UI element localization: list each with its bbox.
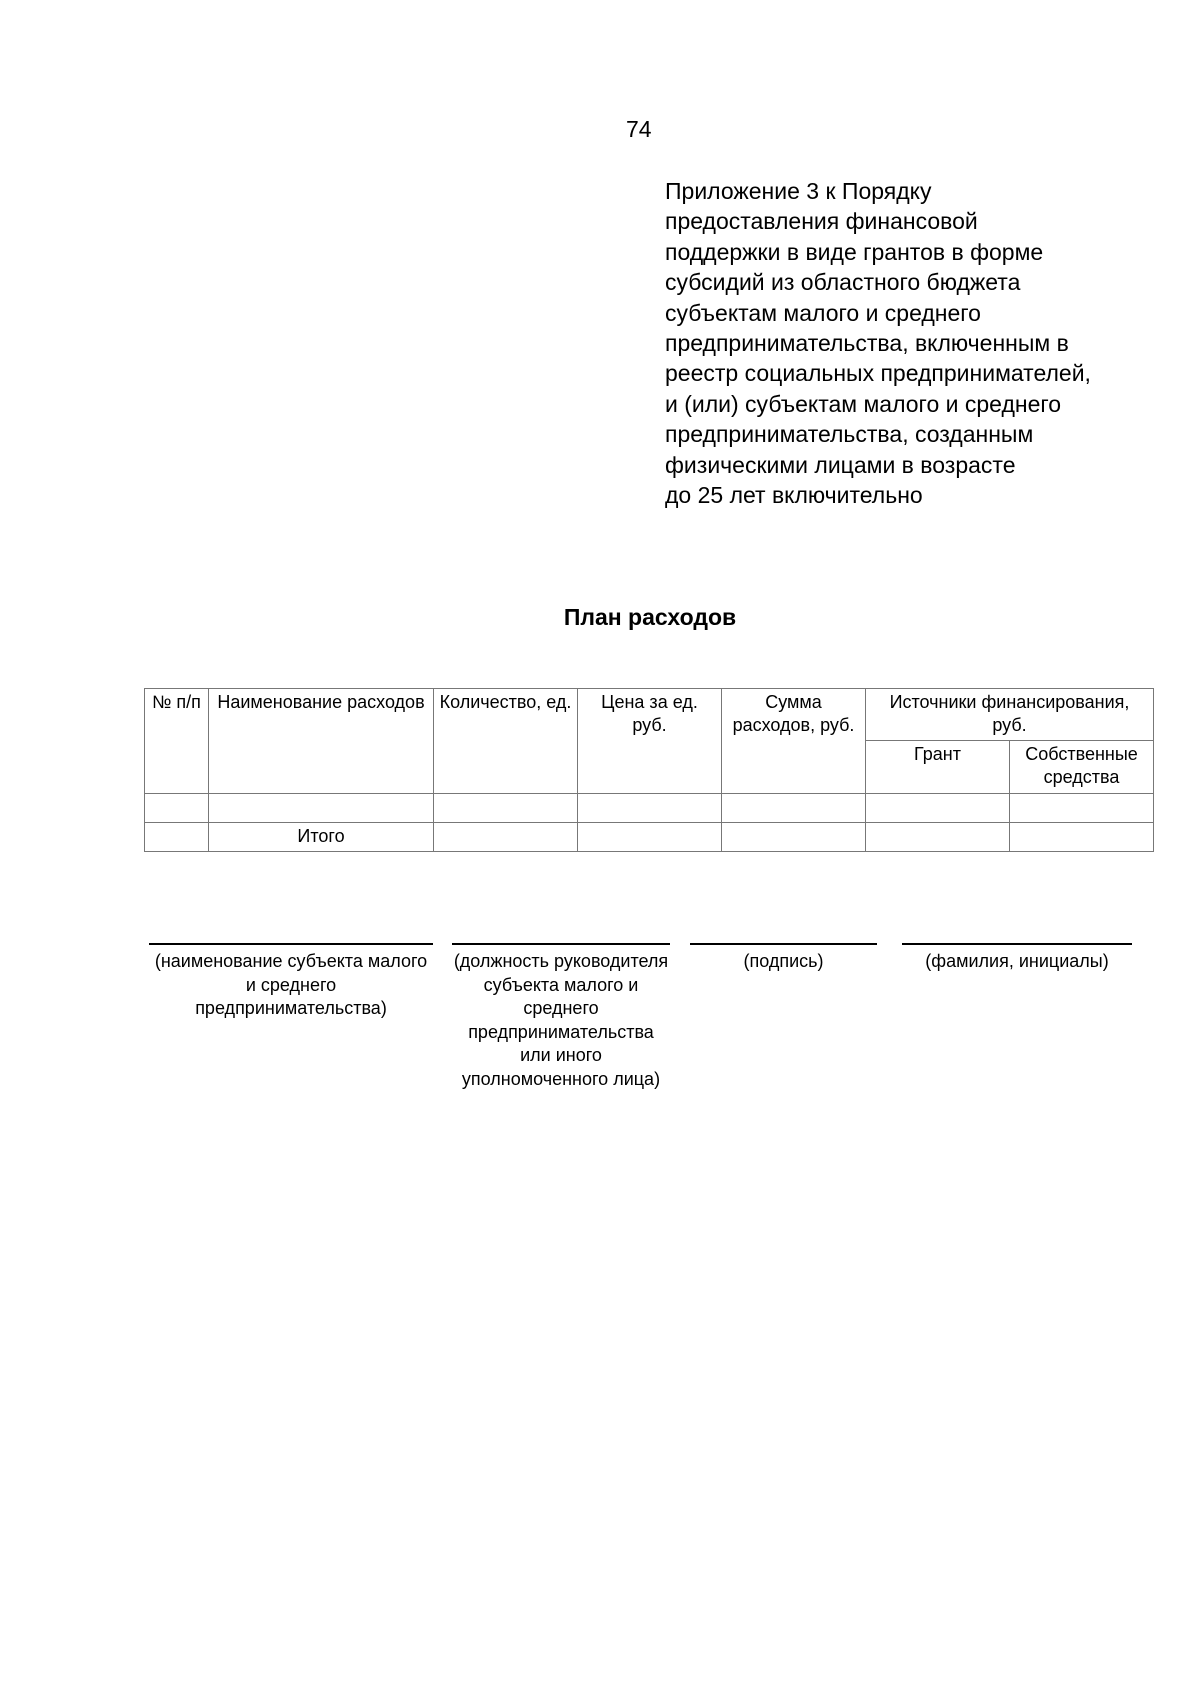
signature-block-signature — [690, 943, 877, 974]
signature-block-position — [452, 943, 670, 1091]
header-sum: Сумма расходов, руб. — [722, 689, 866, 794]
appendix-heading — [665, 176, 1165, 510]
appendix-line: физическими лицами в возрасте — [665, 451, 1016, 478]
table-cell — [722, 823, 866, 852]
header-qty: Количество, ед. — [434, 689, 578, 794]
signature-caption: (должность руководителя субъекта малого и среднего предпринимательства или иного уполномоченного лица) — [453, 951, 669, 1089]
appendix-line: предпринимательства, созданным — [665, 421, 1034, 448]
appendix-line: и (или) субъектам малого и среднего — [665, 390, 1062, 417]
page-number: 74 — [626, 116, 652, 142]
header-grant: Грант — [866, 741, 1010, 794]
table-cell — [866, 823, 1010, 852]
signature-caption: (наименование субъекта малого и среднего предпринимательства) — [154, 951, 428, 1018]
table-cell — [209, 794, 434, 823]
appendix-line: предпринимательства, включенным в — [665, 330, 1069, 357]
table-cell — [434, 823, 578, 852]
table-cell — [145, 794, 209, 823]
table-row — [145, 794, 1154, 823]
appendix-line: предоставления финансовой — [665, 208, 978, 235]
header-num: № п/п — [145, 689, 209, 794]
table-cell — [578, 794, 722, 823]
table-cell — [1010, 823, 1154, 852]
signature-caption: (фамилия, инициалы) — [925, 951, 1109, 971]
signature-line — [690, 943, 877, 945]
total-row — [145, 823, 1154, 852]
total-label: Итого — [209, 823, 434, 852]
expense-plan-table — [144, 688, 1154, 852]
appendix-line: реестр социальных предпринимателей, — [665, 360, 1091, 387]
appendix-line: до 25 лет включительно — [665, 482, 923, 509]
appendix-line: Приложение 3 к Порядку — [665, 178, 932, 204]
appendix-line: субсидий из областного бюджета — [665, 269, 1021, 296]
signature-caption: (подпись) — [743, 951, 824, 971]
table-cell — [866, 794, 1010, 823]
document-title: План расходов — [563, 604, 737, 630]
signature-line — [452, 943, 670, 945]
table-cell — [145, 823, 209, 852]
signature-line — [902, 943, 1132, 945]
header-price: Цена за ед. руб. — [578, 689, 722, 794]
table-cell — [578, 823, 722, 852]
header-name: Наименование расходов — [209, 689, 434, 794]
appendix-line: поддержки в виде грантов в форме — [665, 238, 1044, 265]
appendix-line: субъектам малого и среднего — [665, 299, 981, 326]
table-cell — [722, 794, 866, 823]
table-cell — [434, 794, 578, 823]
signature-block-name — [902, 943, 1132, 974]
signature-line — [149, 943, 433, 945]
header-own-funds: Собственные средства — [1010, 741, 1154, 794]
table-cell — [1010, 794, 1154, 823]
signature-block-organization — [149, 943, 433, 1021]
header-sources: Источники финансирования, руб. — [866, 689, 1154, 741]
